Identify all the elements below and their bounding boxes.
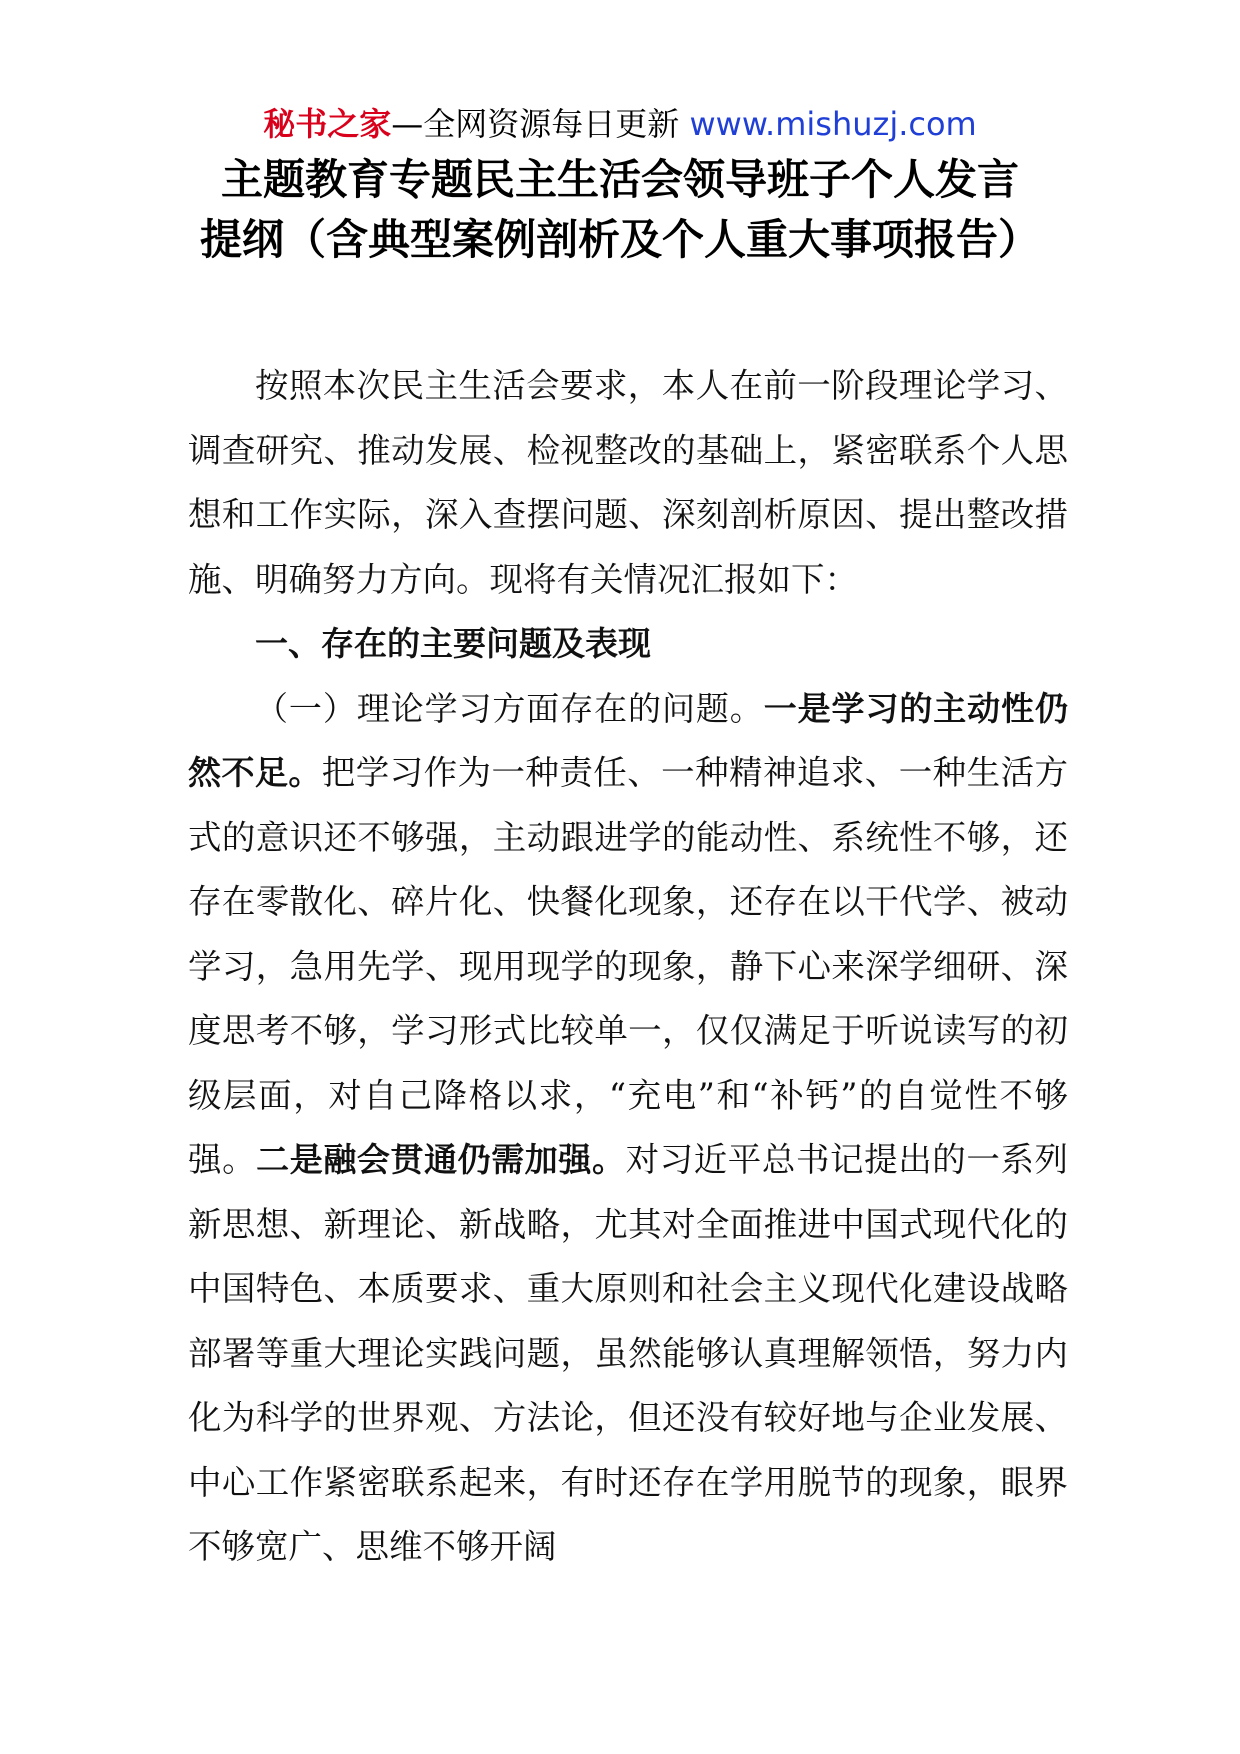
subsection-heading: （一）理论学习方面存在的问题。 — [255, 688, 764, 728]
point-1-text: 把学习作为一种责任、一种精神追求、一种生活方式的意识还不够强，主动跟进学的能动性、系统性不够，还存在零散化、碎片化、快餐化现象，还存在以干代学、被动学习，急用先学、现用现学的现象，静下心来深学细研、深度思考不够，学习形式比较单一，仅仅满足于听说读写的初级层面，对自己降格以求，“充电”和“补钙”的自觉性不够强。 — [188, 753, 1069, 1179]
point-2-text: 对习近平总书记提出的一系列新思想、新理论、新战略，尤其对全面推进中国式现代化的中国特色、本质要求、重大原则和社会主义现代化建设战略部署等重大理论实践问题，虽然能够认真理解领悟，努力内化为科学的世界观、方法论，但还没有较好地与企业发展、中心工作紧密联系起来，有时还存在学用脱节的现象，眼界不够宽广、思维不够开阔 — [188, 1140, 1069, 1566]
site-url-link[interactable]: www.mishuzj.com — [689, 105, 977, 143]
site-header — [0, 100, 1240, 148]
point-1-heading: 一是学习的主动性仍然不足。 — [188, 688, 1069, 792]
document-title-line-1: 主题教育专题民主生活会领导班子个人发言 — [220, 155, 1019, 204]
intro-paragraph: 按照本次民主生活会要求，本人在前一阶段理论学习、调查研究、推动发展、检视整改的基础上，紧密联系个人思想和工作实际，深入查摆问题、深刻剖析原因、提出整改措施、明确努力方向。现将有关情况汇报如下： — [188, 366, 1068, 599]
brand-name: 秘书之家 — [263, 105, 392, 143]
document-body — [188, 354, 1068, 1580]
point-2-heading: 二是融会贯通仍需加强。 — [256, 1140, 626, 1179]
section-paragraph-1 — [188, 677, 1068, 1580]
document-title-line-2: 提纲（含典型案例剖析及个人重大事项报告） — [199, 215, 1040, 264]
section-heading-1: 一、存在的主要问题及表现 — [255, 624, 651, 663]
header-tagline: —全网资源每日更新 — [391, 105, 680, 143]
